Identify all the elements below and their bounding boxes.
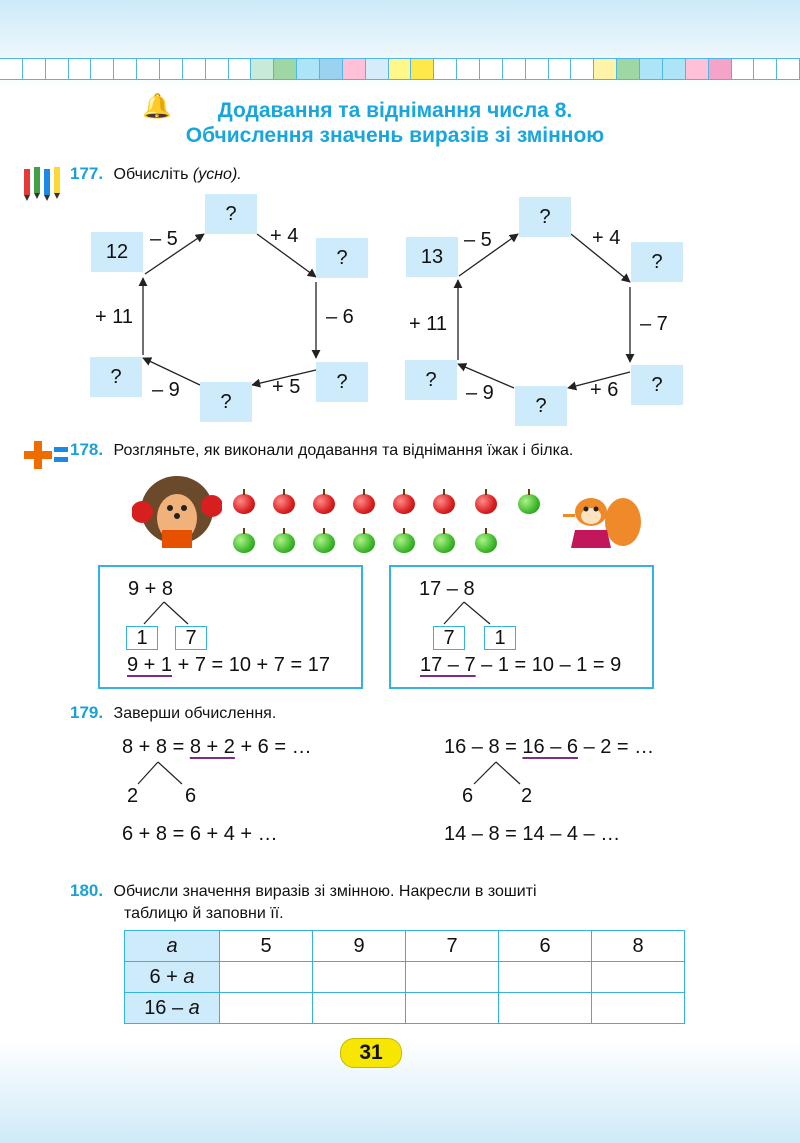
hedgehog-rest: + 7 = 10 + 7 = 17 <box>172 654 330 676</box>
squirrel-underlined: 17 – 7 <box>420 654 476 676</box>
table-row-label <box>125 993 220 1024</box>
values-table <box>124 930 685 1024</box>
task-178-heading <box>70 440 573 460</box>
task-178-number: 178. <box>70 440 104 459</box>
title-line-2: Обчислення значень виразів зі змінною <box>185 124 605 147</box>
right-op-1: – 5 <box>464 229 492 251</box>
hedgehog-calculation <box>127 654 330 677</box>
page-number: 31 <box>340 1038 402 1068</box>
task-177-text-italic: (усно). <box>192 166 242 183</box>
hedgehog-part-1: 1 <box>126 626 158 650</box>
table-row-label <box>125 962 220 993</box>
squirrel-illustration <box>553 484 643 554</box>
apple-icon <box>393 494 415 514</box>
apple-icon <box>233 533 255 553</box>
right-answer-box-2[interactable]: ? <box>631 242 683 282</box>
apple-icon <box>313 494 335 514</box>
task-179-left-line2: 6 + 8 = 6 + 4 + … <box>122 823 278 845</box>
left-op-1: – 5 <box>150 228 178 250</box>
table-row <box>125 993 685 1024</box>
t179-right-split-1: 6 <box>462 785 474 807</box>
task-177-text: Обчисліть <box>113 166 189 183</box>
apple-icon <box>273 494 295 514</box>
t179-left-underlined: 8 + 2 <box>189 736 235 758</box>
right-answer-box-5[interactable]: ? <box>405 360 457 400</box>
table-header-value: 8 <box>592 931 685 962</box>
right-op-3: – 7 <box>640 313 668 335</box>
t179-right-part-a: 16 – 8 = <box>444 736 523 758</box>
table-cell[interactable] <box>592 962 685 993</box>
right-answer-box-1[interactable]: ? <box>519 197 571 237</box>
right-op-4: + 6 <box>590 379 619 401</box>
task-180-number: 180. <box>70 881 104 900</box>
row-1-label: 6 + a <box>149 965 195 988</box>
table-cell[interactable] <box>406 962 499 993</box>
task-179-right-line2: 14 – 8 = 14 – 4 – … <box>444 823 621 845</box>
table-cell[interactable] <box>220 962 313 993</box>
squirrel-part-2: 1 <box>484 626 516 650</box>
apple-icon <box>393 533 415 553</box>
right-start-box: 13 <box>406 237 458 277</box>
table-cell[interactable] <box>499 993 592 1024</box>
t179-left-part-a: 8 + 8 = <box>122 736 190 758</box>
t179-right-part-b: – 2 = … <box>578 736 655 758</box>
apple-icon <box>353 533 375 553</box>
squirrel-expression: 17 – 8 <box>419 578 475 600</box>
t179-right-underlined: 16 – 6 <box>522 736 579 758</box>
table-header-value: 9 <box>313 931 406 962</box>
right-answer-box-4[interactable]: ? <box>515 386 567 426</box>
row-2-label: 16 – a <box>144 996 200 1019</box>
left-answer-box-5[interactable]: ? <box>90 357 142 397</box>
left-answer-box-1[interactable]: ? <box>205 194 257 234</box>
table-header-value: 6 <box>499 931 592 962</box>
table-row <box>125 962 685 993</box>
task-178-text: Розгляньте, як виконали додавання та віднімання їжак і білка. <box>113 442 574 459</box>
left-answer-box-2[interactable]: ? <box>316 238 368 278</box>
left-answer-box-4[interactable]: ? <box>200 382 252 422</box>
t179-right-split-2: 2 <box>521 785 533 807</box>
hedgehog-underlined: 9 + 1 <box>127 654 173 676</box>
table-cell[interactable] <box>499 962 592 993</box>
squirrel-split-lines <box>428 598 508 628</box>
table-cell[interactable] <box>592 993 685 1024</box>
apple-icon <box>475 533 497 553</box>
left-start-box: 12 <box>91 232 143 272</box>
task-179-heading <box>70 703 276 723</box>
right-op-6: + 11 <box>409 313 447 335</box>
task-179-text: Заверши обчислення. <box>113 705 277 722</box>
t179-left-split-2: 6 <box>185 785 197 807</box>
table-header-value: 5 <box>220 931 313 962</box>
apple-icon <box>313 533 335 553</box>
task-179-left-line1 <box>122 736 312 759</box>
squirrel-calculation <box>420 654 621 677</box>
right-answer-box-3[interactable]: ? <box>631 365 683 405</box>
apple-icon <box>475 494 497 514</box>
hedgehog-part-2: 7 <box>175 626 207 650</box>
hedgehog-split-lines <box>130 598 210 628</box>
squirrel-rest: – 1 = 10 – 1 = 9 <box>475 654 622 676</box>
task-177-number: 177. <box>70 164 104 183</box>
task-179-right-line1 <box>444 736 654 759</box>
task-179-number: 179. <box>70 703 104 722</box>
table-header-var: a <box>125 931 220 962</box>
apple-icon <box>433 494 455 514</box>
apple-icon <box>353 494 375 514</box>
t179-left-split-1: 2 <box>127 785 139 807</box>
bell-icon: 🔔 <box>142 93 172 120</box>
table-cell[interactable] <box>313 993 406 1024</box>
table-header-row <box>125 931 685 962</box>
apple-icon <box>433 533 455 553</box>
apple-icon <box>518 494 540 514</box>
task-180-text-1: Обчисли значення виразів зі змінною. Накресли в зошиті <box>113 883 537 900</box>
apple-icon <box>233 494 255 514</box>
hedgehog-illustration <box>132 472 222 558</box>
left-op-2: + 4 <box>270 225 299 247</box>
table-cell[interactable] <box>406 993 499 1024</box>
left-answer-box-3[interactable]: ? <box>316 362 368 402</box>
left-op-5: – 9 <box>152 379 180 401</box>
left-op-3: – 6 <box>326 306 354 328</box>
t179-left-part-b: + 6 = … <box>234 736 312 758</box>
squirrel-part-1: 7 <box>433 626 465 650</box>
task-180-text-2: таблицю й заповни її. <box>124 905 284 922</box>
left-op-4: + 5 <box>272 376 301 398</box>
table-cell[interactable] <box>313 962 406 993</box>
table-cell[interactable] <box>220 993 313 1024</box>
right-op-5: – 9 <box>466 382 494 404</box>
table-header-value: 7 <box>406 931 499 962</box>
right-op-2: + 4 <box>592 227 621 249</box>
title-line-1: Додавання та віднімання числа 8. <box>217 99 573 122</box>
hedgehog-expression: 9 + 8 <box>128 578 174 600</box>
task-180-heading <box>70 880 690 925</box>
math-signs-icon <box>22 437 70 473</box>
left-op-6: + 11 <box>95 306 133 328</box>
apple-icon <box>273 533 295 553</box>
